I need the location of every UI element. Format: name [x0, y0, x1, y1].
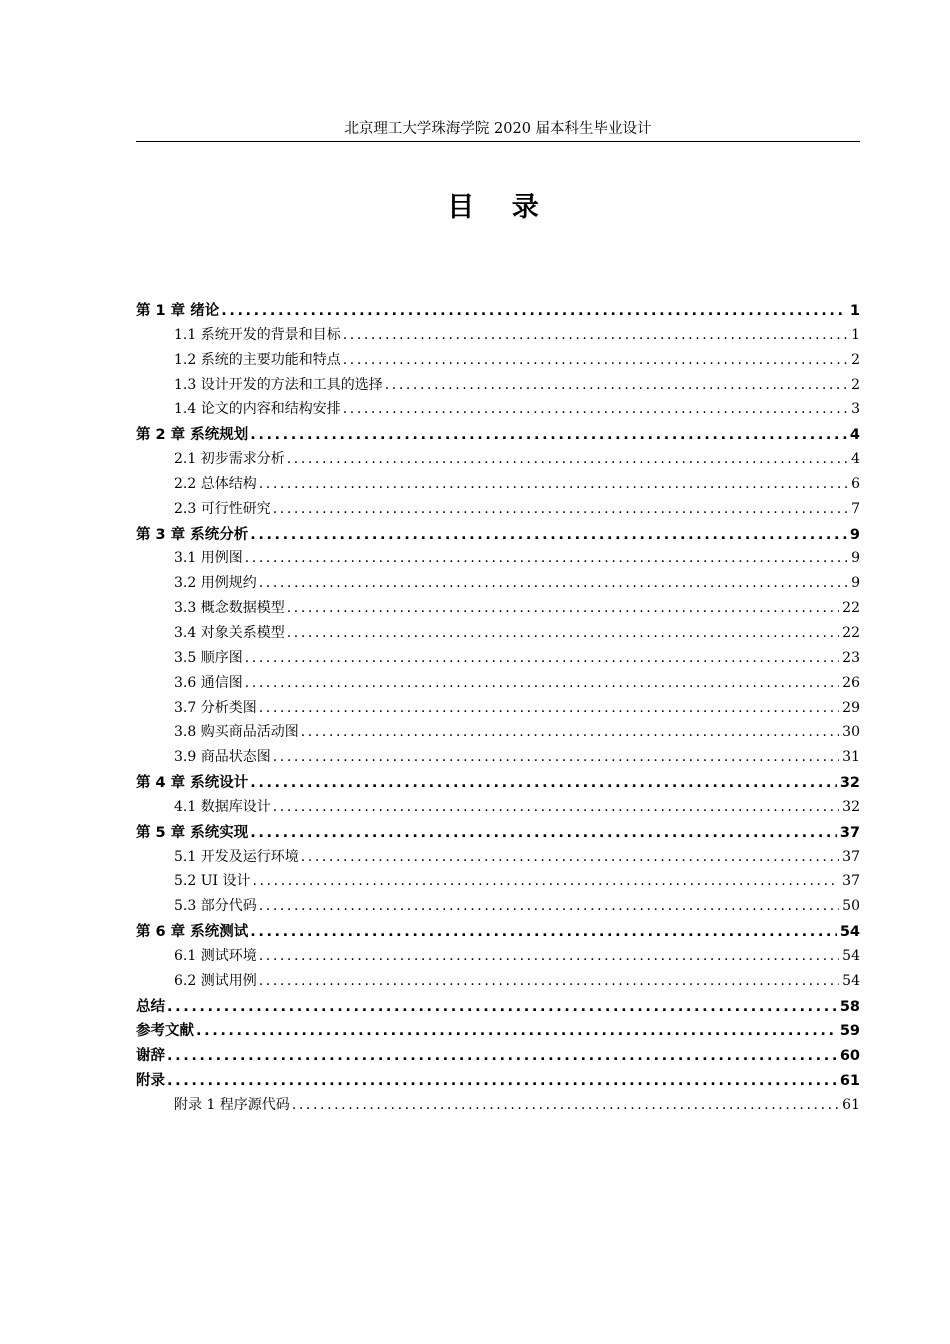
- toc-chapter-entry[interactable]: [136, 771, 860, 796]
- toc-page-number: 59: [839, 1023, 860, 1040]
- toc-entry-label: 3.3 概念数据模型: [174, 600, 285, 617]
- toc-entry-label: 第 5 章 系统实现: [136, 824, 249, 841]
- toc-chapter-entry[interactable]: [136, 1069, 860, 1094]
- toc-dot-leader: [287, 625, 839, 641]
- toc-dot-leader: [167, 1048, 837, 1064]
- toc-section-entry[interactable]: [136, 622, 860, 647]
- toc-chapter-entry[interactable]: [136, 299, 860, 324]
- toc-dot-leader: [301, 724, 839, 740]
- toc-entry-label: 3.4 对象关系模型: [174, 624, 285, 641]
- toc-dot-leader: [245, 650, 839, 666]
- toc-section-entry[interactable]: [136, 374, 860, 399]
- toc-entry-label: 第 3 章 系统分析: [136, 526, 249, 543]
- toc-dot-leader: [259, 700, 839, 716]
- toc-entry-label: 3.7 分析类图: [174, 699, 257, 716]
- toc-section-entry[interactable]: [136, 796, 860, 821]
- toc-page-number: 30: [842, 724, 860, 741]
- toc-entry-label: 第 2 章 系统规划: [136, 427, 249, 444]
- toc-entry-label: 参考文献: [136, 1023, 194, 1040]
- toc-page-number: 22: [842, 624, 860, 641]
- toc-page-number: 37: [839, 824, 860, 841]
- toc-title: 目 录: [447, 192, 553, 223]
- toc-dot-leader: [385, 377, 848, 393]
- toc-section-entry[interactable]: [136, 697, 860, 722]
- toc-entry-label: 第 1 章 绪论: [136, 303, 220, 319]
- toc-dot-leader: [259, 898, 839, 914]
- toc-page-number: 7: [851, 500, 860, 517]
- toc-dot-leader: [259, 973, 839, 989]
- toc-entry-label: 5.2 UI 设计: [174, 873, 251, 890]
- toc-dot-leader: [287, 451, 848, 467]
- toc-page-number: 9: [851, 575, 860, 592]
- toc-dot-leader: [245, 550, 848, 566]
- toc-page-number: 60: [839, 1048, 860, 1065]
- toc-section-entry[interactable]: [136, 970, 860, 995]
- toc-page-number: 32: [842, 798, 860, 815]
- toc-section-entry[interactable]: [136, 448, 860, 473]
- toc-chapter-entry[interactable]: [136, 920, 860, 945]
- toc-section-entry[interactable]: [136, 870, 860, 895]
- toc-chapter-entry[interactable]: [136, 995, 860, 1020]
- toc-section-entry[interactable]: [136, 547, 860, 572]
- toc-entry-label: 2.2 总体结构: [174, 475, 257, 492]
- toc-dot-leader: [259, 948, 839, 964]
- toc-dot-leader: [250, 527, 847, 543]
- toc-page-number: 4: [849, 427, 860, 444]
- toc-entry-label: 6.2 测试用例: [174, 972, 257, 989]
- toc-page-number: 9: [851, 550, 860, 567]
- table-of-contents: [136, 299, 860, 1119]
- toc-section-entry[interactable]: [136, 895, 860, 920]
- toc-dot-leader: [301, 849, 839, 865]
- toc-entry-label: 3.8 购买商品活动图: [174, 724, 299, 741]
- toc-entry-label: 4.1 数据库设计: [174, 798, 271, 815]
- toc-dot-leader: [167, 1073, 837, 1089]
- toc-dot-leader: [292, 1097, 839, 1113]
- toc-entry-label: 3.5 顺序图: [174, 649, 243, 666]
- toc-section-entry[interactable]: [136, 647, 860, 672]
- toc-entry-label: 第 6 章 系统测试: [136, 924, 249, 941]
- toc-page-number: 54: [842, 972, 860, 989]
- toc-page-number: 3: [851, 401, 860, 418]
- toc-section-entry[interactable]: [136, 846, 860, 871]
- toc-dot-leader: [250, 924, 837, 940]
- toc-page-number: 32: [839, 775, 860, 792]
- toc-entry-label: 第 4 章 系统设计: [136, 775, 249, 792]
- toc-page-number: 31: [842, 749, 860, 766]
- toc-section-entry[interactable]: [136, 945, 860, 970]
- toc-entry-label: 3.9 商品状态图: [174, 749, 271, 766]
- toc-entry-label: 3.6 通信图: [174, 674, 243, 691]
- toc-page-number: 6: [851, 475, 860, 492]
- toc-page-number: 23: [842, 649, 860, 666]
- toc-page-number: 26: [842, 674, 860, 691]
- toc-entry-label: 附录: [136, 1073, 165, 1090]
- header-rule: [136, 141, 860, 142]
- toc-dot-leader: [196, 1023, 837, 1039]
- toc-entry-label: 3.1 用例图: [174, 550, 243, 567]
- toc-page-number: 58: [839, 998, 860, 1015]
- toc-section-entry[interactable]: [136, 498, 860, 523]
- toc-entry-label: 附录 1 程序源代码: [174, 1097, 290, 1113]
- toc-page-number: 61: [842, 1097, 860, 1113]
- toc-dot-leader: [167, 999, 837, 1015]
- toc-dot-leader: [250, 427, 847, 443]
- toc-page-number: 37: [842, 873, 860, 890]
- toc-dot-leader: [259, 575, 848, 591]
- toc-section-entry[interactable]: [136, 1094, 860, 1119]
- toc-entry-label: 5.1 开发及运行环境: [174, 848, 299, 865]
- toc-page-number: 54: [842, 947, 860, 964]
- toc-entry-label: 1.4 论文的内容和结构安排: [174, 401, 341, 418]
- toc-chapter-entry[interactable]: [136, 1019, 860, 1044]
- toc-page-number: 22: [842, 600, 860, 617]
- toc-dot-leader: [250, 825, 837, 841]
- toc-entry-label: 2.1 初步需求分析: [174, 451, 285, 468]
- page-header: 北京理工大学珠海学院 2020 届本科生毕业设计: [344, 121, 652, 137]
- toc-page-number: 4: [851, 451, 860, 468]
- toc-page-number: 37: [842, 848, 860, 865]
- toc-entry-label: 5.3 部分代码: [174, 898, 257, 915]
- toc-entry-label: 3.2 用例规约: [174, 575, 257, 592]
- toc-page-number: 9: [849, 526, 860, 543]
- toc-section-entry[interactable]: [136, 324, 860, 349]
- toc-dot-leader: [287, 600, 839, 616]
- toc-dot-leader: [250, 775, 837, 791]
- toc-section-entry[interactable]: [136, 746, 860, 771]
- toc-page-number: 54: [839, 924, 860, 941]
- toc-section-entry[interactable]: [136, 473, 860, 498]
- toc-dot-leader: [253, 873, 840, 889]
- toc-dot-leader: [343, 352, 848, 368]
- toc-dot-leader: [273, 749, 839, 765]
- toc-entry-label: 1.1 系统开发的背景和目标: [174, 326, 341, 343]
- toc-chapter-entry[interactable]: [136, 1044, 860, 1069]
- toc-dot-leader: [245, 675, 839, 691]
- toc-entry-label: 谢辞: [136, 1048, 165, 1065]
- toc-section-entry[interactable]: [136, 349, 860, 374]
- toc-dot-leader: [343, 327, 848, 343]
- toc-section-entry[interactable]: [136, 597, 860, 622]
- toc-dot-leader: [273, 799, 839, 815]
- toc-chapter-entry[interactable]: [136, 821, 860, 846]
- toc-page-number: 50: [842, 898, 860, 915]
- toc-dot-leader: [343, 401, 848, 417]
- toc-dot-leader: [221, 303, 847, 319]
- toc-dot-leader: [273, 501, 848, 517]
- toc-section-entry[interactable]: [136, 572, 860, 597]
- toc-dot-leader: [259, 476, 848, 492]
- toc-section-entry[interactable]: [136, 721, 860, 746]
- toc-page-number: 1: [849, 303, 860, 319]
- toc-chapter-entry[interactable]: [136, 423, 860, 448]
- toc-entry-label: 1.2 系统的主要功能和特点: [174, 351, 341, 368]
- toc-page-number: 1: [851, 326, 860, 343]
- toc-page-number: 2: [851, 351, 860, 368]
- toc-page-number: 61: [839, 1073, 860, 1090]
- toc-entry-label: 总结: [136, 998, 165, 1015]
- toc-section-entry[interactable]: [136, 672, 860, 697]
- toc-section-entry[interactable]: [136, 398, 860, 423]
- toc-entry-label: 2.3 可行性研究: [174, 500, 271, 517]
- toc-page-number: 2: [851, 376, 860, 393]
- toc-entry-label: 6.1 测试环境: [174, 947, 257, 964]
- toc-page-number: 29: [842, 699, 860, 716]
- toc-chapter-entry[interactable]: [136, 523, 860, 548]
- toc-entry-label: 1.3 设计开发的方法和工具的选择: [174, 376, 383, 393]
